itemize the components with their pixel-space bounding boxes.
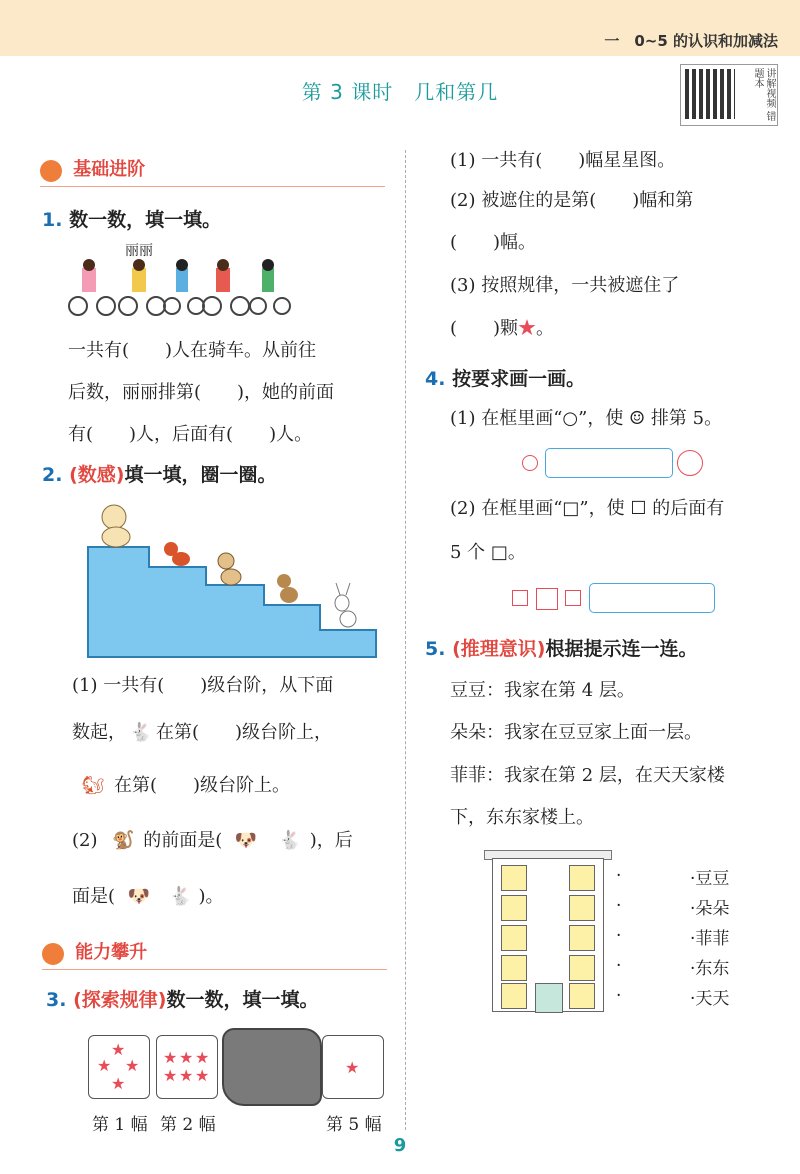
q3-sub-2b: ( )幅。 [450,232,537,253]
window [569,983,595,1009]
q2-line-4b: 的前面是( [143,830,223,851]
cyclist-2 [119,259,165,315]
floor-dot[interactable]: · [616,866,622,886]
name-tiantian[interactable]: ·天天 [690,989,730,1009]
cat-icon [102,505,130,547]
climber-icon [42,943,64,965]
q1-line-2: 后数，丽丽排第( )，她的前面 [68,382,335,403]
floor-dot[interactable]: · [616,986,622,1006]
qr-code-icon[interactable] [685,69,735,119]
circle-shape [522,455,538,471]
star-icon: ★ [179,1066,194,1085]
window [569,865,595,891]
caption-2: 第 2 幅 [160,1115,216,1135]
puppy-icon [218,553,241,585]
name-duoduo[interactable]: ·朵朵 [690,899,730,919]
q2-staircase-illustration [86,495,381,660]
q3-number: 3. [46,989,67,1011]
q3-sub-1: (1) 一共有( )幅星星图。 [450,150,676,171]
q2-line-4a: (2) [72,830,98,851]
q4-sub-2a: (2) 在框里画“□”，使 ☐ 的后面有 [450,498,725,519]
floor-dot[interactable]: · [616,926,622,946]
q2-line-5a: 面是( [72,886,116,907]
smiley-face-icon [677,450,703,476]
q5-tag: (推理意识) [452,638,546,660]
q2-line-2a: 数起， [72,722,126,743]
floor-dot[interactable]: · [616,956,622,976]
q5-hint-4: 下，东东家楼上。 [450,807,594,828]
q2-line-4 [72,820,353,862]
q5-number: 5. [425,638,446,660]
q3-text: 数一数，填一填。 [166,989,319,1011]
q1-text: 数一数，填一填。 [69,209,222,231]
star-icon: ★ [97,1056,112,1075]
draw-box-2[interactable] [589,583,715,613]
q3-sub-2a: (2) 被遮住的是第( )幅和第 [450,190,694,211]
q1-line-1: 一共有( )人在骑车。从前往 [68,340,317,361]
q1-name-tag: 丽丽 [125,243,153,259]
column-divider [405,150,406,1130]
draw-box-1[interactable] [545,448,673,478]
q4-sub-2b: 5 个 □。 [450,542,526,563]
cyclist-1 [69,259,115,315]
window [501,895,527,921]
cyclist-4 [203,259,249,315]
caption-5: 第 5 幅 [326,1115,382,1135]
q2-text: 填一填，圈一圈。 [124,464,277,486]
q3-sub-3b: ( )颗★。 [450,318,555,339]
star-icon: ★ [111,1074,126,1093]
squirrel-inline-icon: 🐿 [81,775,105,796]
section-basic-title: 基础进阶 [73,159,146,180]
q2-line-5 [72,876,224,918]
q2-line-2 [72,712,332,754]
q1-line-3: 有( )人，后面有( )人。 [68,424,313,445]
name-dongdong[interactable]: ·东东 [690,959,730,979]
q3-title [46,985,318,1012]
q2-line-3 [72,765,290,807]
q5-hint-2: 朵朵：我家在豆豆家上面一层。 [450,722,702,743]
puppy-inline-icon: 🐶 [234,830,258,851]
section-basic-header [40,155,385,187]
window [501,983,527,1009]
puppy-inline-icon-2: 🐶 [127,886,150,907]
q5-title [425,634,697,661]
squirrel-icon [164,542,190,566]
section-line-2 [42,969,387,970]
window [569,895,595,921]
cyclist-5 [250,259,290,314]
monkey-inline-icon: 🐒 [112,830,135,851]
q1-cyclists-illustration [66,258,296,318]
star-icon: ★ [163,1066,178,1085]
star-icon: ★ [111,1040,126,1059]
q2-line-3-text: 在第( )级台阶上。 [114,775,291,796]
section-line [40,186,385,187]
window [501,925,527,951]
star-icon: ★ [518,318,537,339]
monkey-icon [277,574,298,603]
q3-sub-3a: (3) 按照规律，一共被遮住了 [450,275,680,296]
q4-title [425,364,585,391]
runner-icon [40,160,62,182]
window [501,955,527,981]
q5-hint-1: 豆豆：我家在第 4 层。 [450,680,635,701]
caption-1: 第 1 幅 [92,1115,148,1135]
square-shape [512,590,528,606]
q5-text: 根据提示连一连。 [545,638,698,660]
building [492,858,604,1012]
door [535,983,563,1013]
q4-number: 4. [425,368,446,390]
q3-tag: (探索规律) [73,989,167,1011]
q2-tag: (数感) [69,464,125,486]
window [501,865,527,891]
q4-text: 按要求画一画。 [452,368,586,390]
rabbit-icon [335,583,356,627]
star-icon: ★ [345,1058,360,1077]
cyclist-3 [164,259,204,314]
star-icon: ★ [163,1048,178,1067]
page-number: 9 [393,1135,407,1156]
star-icon: ★ [179,1048,194,1067]
star-picture-1 [88,1035,150,1099]
window [569,955,595,981]
section-advanced-title: 能力攀升 [75,942,148,963]
star-picture-5 [322,1035,384,1099]
q1-number: 1. [42,209,63,231]
star-icon: ★ [195,1066,210,1085]
q2-line-5b: )。 [198,886,224,907]
window [569,925,595,951]
rabbit-inline-icon-3: 🐇 [169,886,192,907]
qr-code-box[interactable] [680,64,778,126]
floor-dot[interactable]: · [616,896,622,916]
q1-title [42,205,221,232]
section-advanced-header [42,938,387,970]
q2-line-4c: )，后 [309,830,353,851]
q2-line-2b: 在第( )级台阶上， [156,722,333,743]
rabbit-inline-icon: 🐇 [129,722,153,743]
square-face-icon [536,588,558,610]
star-icon: ★ [125,1056,140,1075]
covered-pictures [222,1028,322,1106]
qr-label: 讲解视频 错题本 [752,68,775,122]
q2-number: 2. [42,464,63,486]
rabbit-inline-icon-2: 🐇 [278,830,301,851]
q5-hint-3: 菲菲：我家在第 2 层，在天天家楼 [450,765,725,786]
square-shape [565,590,581,606]
name-feifei[interactable]: ·菲菲 [690,929,730,949]
name-doudou[interactable]: ·豆豆 [690,869,730,889]
lesson-title: 第 3 课时 几和第几 [301,80,499,104]
chapter-title: 一 0~5 的认识和加减法 [604,32,778,50]
q3-sub-3b-text: ( )颗 [450,318,519,339]
q2-title [42,460,276,487]
q2-line-1: (1) 一共有( )级台阶，从下面 [72,675,334,696]
q4-sub-1: (1) 在框里画“○”，使 ☺ 排第 5。 [450,408,723,429]
star-icon: ★ [195,1048,210,1067]
star-picture-2 [156,1035,218,1099]
